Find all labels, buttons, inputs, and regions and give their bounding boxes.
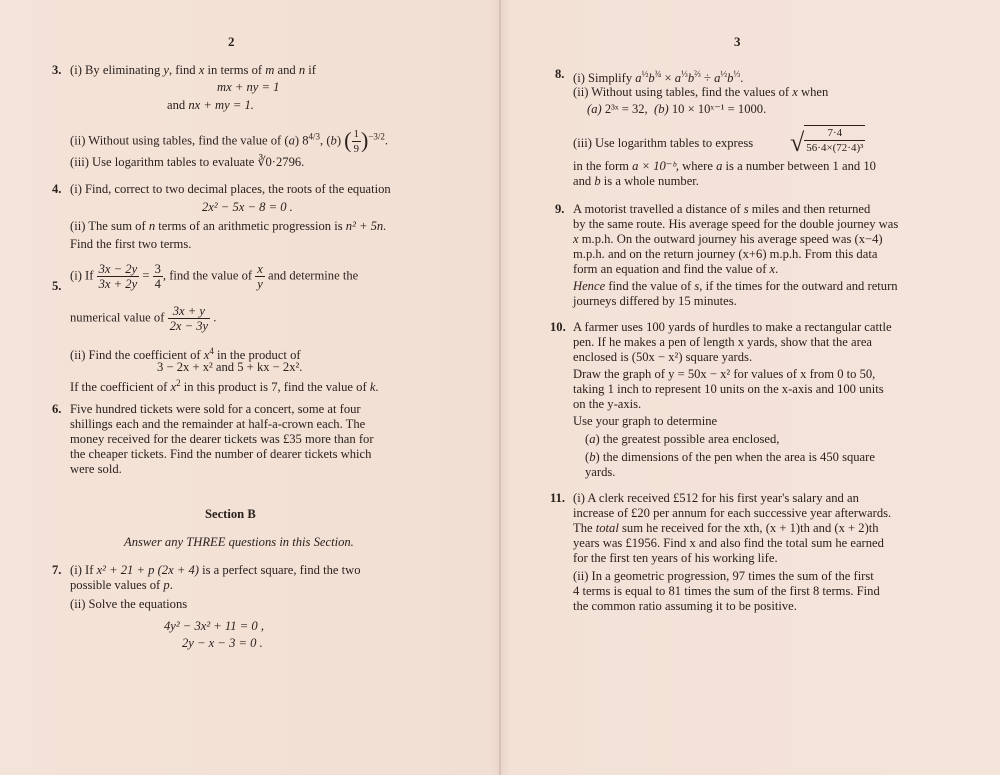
text: ) 8 <box>294 133 309 148</box>
text: nx + my = 1. <box>188 98 254 112</box>
part-ii: (ii) Find the coefficient of $x^4$ in the product of <box>70 346 301 362</box>
equation: 4y² − 3x² + 11 = 0 , <box>164 619 264 633</box>
text: (ii) In a geometric progression, 97 times the sum of the first <box>573 569 874 583</box>
text: the cheaper tickets. Find the number of dearer tickets which <box>70 447 372 461</box>
text: Find the first two terms. <box>70 237 192 251</box>
question-number: 9. <box>555 202 565 216</box>
text: the dimensions of the pen when the area is 450 square <box>602 450 875 464</box>
part-b: (b) the dimensions of the pen when the area is 450 square <box>585 450 875 464</box>
question-number: 4. <box>52 182 62 196</box>
text: (b) <box>654 102 669 116</box>
text: a × 10⁻ᵇ, <box>632 159 679 173</box>
section-instruction: Answer any THREE questions in this Section. <box>124 535 354 549</box>
text: for the first ten years of his working life. <box>573 551 778 565</box>
text: (ii) Solve the equations <box>70 597 188 611</box>
text: (i) Find, correct to two decimal places, the roots of the equation <box>70 182 391 196</box>
text: sum he received for the xth, (x + 1)th and (x + 2)th <box>622 521 879 535</box>
text: = <box>142 268 150 283</box>
text: (a) <box>587 102 602 116</box>
page-number: 3 <box>734 34 741 49</box>
text: find <box>175 63 196 77</box>
text: terms of an arithmetic progression is <box>158 219 343 233</box>
text: (ii) Without using tables, find the value of ( <box>70 133 289 148</box>
text: (i) If <box>70 268 94 283</box>
part-i-cont: numerical value of $\frac{3x + y}{2x - 3y}$ . <box>70 304 217 333</box>
part-a: (a) the greatest possible area enclosed, <box>585 432 780 446</box>
text: increase of £20 per annum for each successive year afterwards. <box>573 506 892 520</box>
text: (iii) Use logarithm tables to evaluate <box>70 155 255 169</box>
text: years was £1956. Find x and also find the total sum he earned <box>573 536 884 550</box>
fraction-denominator: 4 <box>154 277 161 291</box>
text: , find the value of <box>162 268 253 283</box>
text: If the coefficient of <box>70 380 168 394</box>
text: (ii) Without using tables, find the values of <box>573 85 790 99</box>
text: possible values of <box>70 578 161 592</box>
text: were sold. <box>70 462 122 476</box>
text: enclosed is (50x − x²) square yards. <box>573 350 753 364</box>
part-iii-cont: and b is a whole number. <box>573 174 699 188</box>
question-number: 8. <box>555 67 565 81</box>
text: journeys differed by 15 minutes. <box>573 294 737 308</box>
text: where <box>682 159 713 173</box>
question-number: 10. <box>550 320 566 334</box>
part-ii-equations <box>587 102 766 117</box>
text: and <box>277 63 296 77</box>
text: Hence <box>573 279 606 293</box>
text: yards. <box>585 465 616 479</box>
text: in this product is 7, find the value of <box>183 380 367 394</box>
text: total <box>595 521 619 535</box>
question-number: 5. <box>52 279 62 293</box>
text: Draw the graph of y = 50x − x² for values of x from 0 to 50, <box>573 367 876 381</box>
text: (ii) The sum of <box>70 219 146 233</box>
text: A farmer uses 100 yards of hurdles to make a rectangular cattle <box>573 320 892 334</box>
text: n² + 5n. <box>345 219 387 233</box>
text: x² + 21 + p (2x + 4) <box>96 563 199 577</box>
text: ∛0·2796. <box>257 155 305 169</box>
text: the greatest possible area enclosed, <box>602 432 780 446</box>
part-ii: (ii) The sum of n terms of an arithmetic progression is n² + 5n. <box>70 219 387 233</box>
equation <box>167 98 254 113</box>
fraction-denominator: 2x − 3y <box>169 319 209 333</box>
fraction-denominator: 3x + 2y <box>98 277 138 291</box>
text: pen. If he makes a pen of length x yards, show that the area <box>573 335 872 349</box>
part-ii: (ii) Without using tables, find the value of (a) $8^{4/3}$, (b) ( $\frac{1}{9}$ )$^{-3/2}$. <box>70 127 389 155</box>
radical-expression: √ $\frac{7\cdot 4}{\text{56·4×(72·4)³}}$ <box>790 127 864 157</box>
section-title: Section B <box>205 507 256 521</box>
text: form an equation and find the value of x. <box>573 262 779 276</box>
equation: mx + ny = 1 <box>217 80 280 94</box>
part-iii-cont: in the form a × 10⁻ᵇ, where a is a number between 1 and 10 <box>573 159 876 173</box>
text: m.p.h. and on the return journey (x+6) m.p.h. From this data <box>573 247 878 261</box>
text: in terms of <box>207 63 263 77</box>
text: and <box>167 98 186 112</box>
text: the common ratio assuming it to be positive. <box>573 599 797 613</box>
text: (ii) Find the coefficient of <box>70 348 201 362</box>
fraction-numerator: 3x + y <box>168 304 211 319</box>
equation: 3 − 2x + x² and 5 + kx − 2x². <box>157 360 303 374</box>
equation: 2x² − 5x − 8 = 0 . <box>202 200 293 214</box>
text: A motorist travelled a distance of <box>573 202 741 216</box>
text: , ( <box>320 133 331 148</box>
text: A motorist travelled a distance of s miles and then returned <box>573 202 871 216</box>
text: is a number between 1 and 10 <box>725 159 876 173</box>
question-number: 3. <box>52 63 62 77</box>
part-iii <box>70 155 304 170</box>
question-number: 6. <box>52 402 62 416</box>
text: 10 × 10ˣ⁻¹ = 1000. <box>671 102 767 116</box>
text: in the form <box>573 159 629 173</box>
part-i <box>70 563 361 578</box>
part-i <box>70 262 358 291</box>
fraction-denominator: 56·4×(72·4)³ <box>806 142 864 154</box>
text: money received for the dearer tickets was £35 more than for <box>70 432 374 446</box>
text: is a whole number. <box>603 174 699 188</box>
fraction-numerator: 3 <box>154 262 161 276</box>
fraction-numerator: 3x − 2y <box>98 262 138 276</box>
part-iii <box>573 136 753 151</box>
text: in the product of <box>216 348 301 362</box>
text: m.p.h. On the outward journey his average speed was (x−4) <box>581 232 883 246</box>
left-page: 2 3. (i) By eliminating y, find x in terms of m and n if mx + ny = 1 and nx + my = 1. (ii) Without using tables, find the value of (a) $8^{4/3}$, (b) ( $\frac{1}{9}$ )$^{-3/2}$. (iii) Use logarithm tables to evaluate ∛0·2796. 4. (i) Find, correct to two decimal places, the roots of the equation 2x² − 5x − 8 = 0 . (ii) The sum of n terms of an arithmetic progression is n² + 5n. Find the first two terms. 5. (i) If $\frac{3x - 2y}{3x + 2y}$ = $\frac{3}{4}$ , find the value of $\frac{x}{y}$ and determine the numerical value of $\frac{3x + y}{2x - 3y}$ . (ii) Find the coefficient of $x^4$ in the product of 3 − 2x + x² and 5 + kx − 2x². If the coefficient of $x^2$ in this product is 7, find the value of k. 6. Five hundred tickets were sold for a concert, some at four shillings each and the remainder at half-a-crown each. The money received for the dearer tickets was £35 more than for the cheaper tickets. Find the number of dearer tickets which were sold. Section B Answer any THREE questions in this Section. 7. (i) If x² + 21 + p (2x + 4) is a perfect square, find the two possible values of p. (ii) Solve the equations 4y² − 3x² + 11 = 0 , 2y − x − 3 = 0 . <box>52 34 391 650</box>
text: Five hundred tickets were sold for a concert, some at four <box>70 402 361 416</box>
text: shillings each and the remainder at half-a-crown each. The <box>70 417 366 431</box>
text: by the same route. His average speed for the double journey was <box>573 217 899 231</box>
text: (i) If <box>70 563 94 577</box>
text: form an equation and find the value of <box>573 262 767 276</box>
text: if <box>308 63 316 77</box>
text: miles and then returned <box>751 202 871 216</box>
text: and determine the <box>267 268 359 283</box>
text: x m.p.h. On the outward journey his average speed was (x−4) <box>573 232 883 246</box>
part-i: (i) Simplify $a^{\frac{1}{2}}b^{\frac{3}{4}} \times a^{\frac{1}{3}}b^{\frac{2}{3}} \div a^{\frac{1}{2}}b^{\frac{1}{3}}$. <box>573 69 744 85</box>
text: 4 terms is equal to 81 times the sum of the first 8 terms. Find <box>573 584 880 598</box>
text: when <box>801 85 829 99</box>
text: Use your graph to determine <box>573 414 718 428</box>
page-number: 2 <box>228 34 235 49</box>
equation: 2y − x − 3 = 0 . <box>182 636 263 650</box>
part-i-cont: possible values of p. <box>70 578 173 592</box>
text: (i) By eliminating <box>70 63 161 77</box>
text: on the y-axis. <box>573 397 642 411</box>
fraction-numerator: x <box>257 262 263 276</box>
text: numerical value of <box>70 310 165 325</box>
question-number: 11. <box>550 491 566 505</box>
text: 2³ˣ = 32, <box>604 102 648 116</box>
text <box>573 521 879 536</box>
fraction-denominator: y <box>257 277 263 291</box>
text: if the times for the outward and return <box>705 279 898 293</box>
text: ) <box>336 133 342 148</box>
text: taking 1 inch to represent 10 units on the x-axis and 100 units <box>573 382 884 396</box>
fraction-numerator: 7·4 <box>804 126 865 141</box>
text: and <box>573 174 592 188</box>
text: (iii) Use logarithm tables to express <box>573 136 754 150</box>
right-page <box>500 0 1000 775</box>
text: The <box>573 521 593 535</box>
text: (i) Simplify <box>573 71 633 85</box>
text: is a perfect square, find the two <box>202 563 361 577</box>
text: (i) A clerk received £512 for his first year's salary and an <box>573 491 859 505</box>
part-ii-cont: If the coefficient of $x^2$ in this product is 7, find the value of k. <box>70 378 379 394</box>
part-ii: (ii) Without using tables, find the values of x when <box>573 85 829 99</box>
text: find the value of <box>608 279 692 293</box>
question-number: 7. <box>52 563 62 577</box>
text: Hence find the value of s, if the times for the outward and return <box>573 279 898 293</box>
